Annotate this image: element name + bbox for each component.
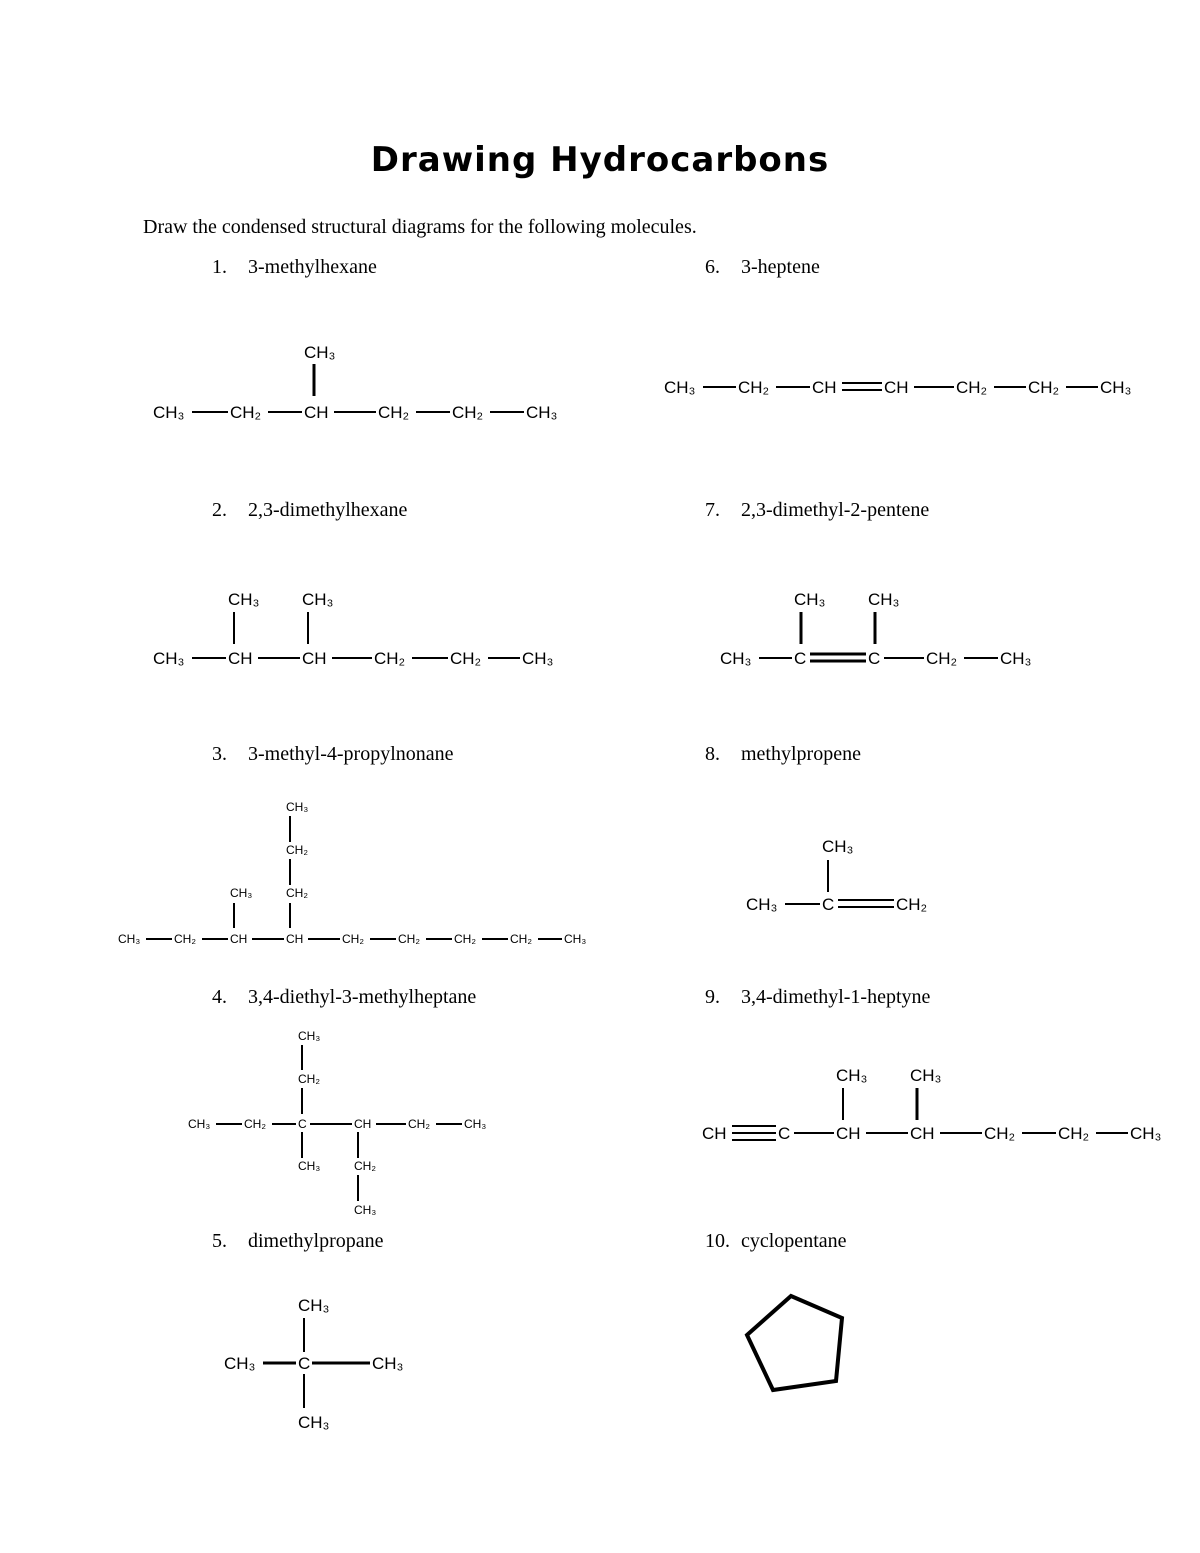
problem-number: 2. xyxy=(212,499,227,521)
group-label: CH₃ xyxy=(822,837,854,856)
group-label: CH₃ xyxy=(836,1066,868,1085)
group-label: CH₂ xyxy=(174,932,196,946)
group-label: CH₂ xyxy=(374,649,406,668)
group-label: CH xyxy=(286,932,304,946)
group-label: CH₃ xyxy=(228,590,260,609)
group-label: CH₃ xyxy=(746,895,778,914)
group-label: CH xyxy=(230,932,248,946)
problem-name: 2,3-dimethyl-2-pentene xyxy=(741,499,930,521)
group-label: CH₂ xyxy=(510,932,532,946)
group-label: CH₃ xyxy=(372,1354,404,1373)
group-label: CH₃ xyxy=(1130,1124,1162,1143)
group-label: CH₃ xyxy=(302,590,334,609)
structure-10 xyxy=(747,1296,842,1390)
group-label: C xyxy=(298,1117,307,1131)
group-label: CH xyxy=(304,403,329,422)
group-label: CH₃ xyxy=(664,378,696,397)
group-label: CH₂ xyxy=(408,1117,430,1131)
structure-3 xyxy=(118,800,586,946)
group-label: CH₃ xyxy=(522,649,554,668)
group-label: CH₃ xyxy=(720,649,752,668)
group-label: CH₂ xyxy=(286,843,308,857)
group-label: CH xyxy=(228,649,253,668)
group-label: CH₃ xyxy=(153,649,185,668)
problem-number: 10. xyxy=(705,1230,730,1252)
group-label: CH₃ xyxy=(354,1203,377,1217)
group-label: CH₂ xyxy=(230,403,262,422)
group-label: CH₂ xyxy=(342,932,364,946)
problem-name: 3-methylhexane xyxy=(248,256,377,278)
group-label: CH xyxy=(302,649,327,668)
problem-number: 5. xyxy=(212,1230,227,1252)
problem-number: 6. xyxy=(705,256,720,278)
group-label: C xyxy=(822,895,835,914)
group-label: CH₃ xyxy=(526,403,558,422)
group-label: CH₃ xyxy=(118,932,141,946)
group-label: CH xyxy=(812,378,837,397)
instructions: Draw the condensed structural diagrams for the following molecules. xyxy=(143,216,697,238)
group-label: CH₂ xyxy=(398,932,420,946)
group-label: CH₂ xyxy=(450,649,482,668)
group-label: CH₂ xyxy=(956,378,988,397)
group-label: CH₂ xyxy=(298,1072,320,1086)
group-label: C xyxy=(868,649,881,668)
group-label: CH₃ xyxy=(188,1117,211,1131)
group-label: CH₃ xyxy=(794,590,826,609)
group-label: CH₃ xyxy=(868,590,900,609)
group-label: C xyxy=(794,649,807,668)
problem-name: 3,4-dimethyl-1-heptyne xyxy=(741,986,931,1008)
group-label: CH₂ xyxy=(454,932,476,946)
structure-1 xyxy=(153,343,557,422)
group-label: CH₃ xyxy=(464,1117,487,1131)
group-label: CH₃ xyxy=(298,1296,330,1315)
group-label: CH₂ xyxy=(738,378,770,397)
group-label: CH₃ xyxy=(298,1159,321,1173)
problem-number: 9. xyxy=(705,986,720,1008)
group-label: CH₃ xyxy=(153,403,185,422)
group-label: CH₂ xyxy=(286,886,308,900)
group-label: CH₃ xyxy=(286,800,309,814)
group-label: CH₃ xyxy=(1000,649,1032,668)
group-label: CH xyxy=(354,1117,372,1131)
structure-7 xyxy=(720,590,1031,668)
structure-4 xyxy=(188,1029,486,1217)
problem-name: cyclopentane xyxy=(741,1230,847,1252)
structure-5 xyxy=(224,1296,403,1432)
problem-name: 3-methyl-4-propylnonane xyxy=(248,743,454,765)
group-label: CH xyxy=(884,378,909,397)
group-label: CH₂ xyxy=(1058,1124,1090,1143)
group-label: CH xyxy=(702,1124,727,1143)
problem-name: 3-heptene xyxy=(741,256,820,278)
group-label: CH₂ xyxy=(1028,378,1060,397)
problem-name: dimethylpropane xyxy=(248,1230,384,1252)
group-label: CH xyxy=(836,1124,861,1143)
group-label: CH₃ xyxy=(298,1413,330,1432)
page-title: Drawing Hydrocarbons xyxy=(370,140,830,180)
group-label: CH₂ xyxy=(896,895,928,914)
problem-name: 2,3-dimethylhexane xyxy=(248,499,408,521)
group-label: CH₂ xyxy=(244,1117,266,1131)
group-label: CH xyxy=(910,1124,935,1143)
problem-number: 1. xyxy=(212,256,227,278)
problem-number: 7. xyxy=(705,499,720,521)
group-label: CH₂ xyxy=(926,649,958,668)
group-label: CH₂ xyxy=(984,1124,1016,1143)
problem-number: 3. xyxy=(212,743,227,765)
group-label: CH₃ xyxy=(910,1066,942,1085)
structure-6 xyxy=(664,378,1131,397)
group-label: CH₃ xyxy=(224,1354,256,1373)
group-label: CH₃ xyxy=(1100,378,1132,397)
group-label: CH₂ xyxy=(378,403,410,422)
group-label: CH₂ xyxy=(354,1159,376,1173)
group-label: C xyxy=(778,1124,791,1143)
group-label: CH₂ xyxy=(452,403,484,422)
structure-2 xyxy=(153,590,553,668)
structure-8 xyxy=(746,837,927,914)
problem-number: 8. xyxy=(705,743,720,765)
group-label: CH₃ xyxy=(304,343,336,362)
group-label: C xyxy=(298,1354,311,1373)
problem-name: 3,4-diethyl-3-methylheptane xyxy=(248,986,477,1008)
group-label: CH₃ xyxy=(298,1029,321,1043)
problem-name: methylpropene xyxy=(741,743,861,765)
problem-number: 4. xyxy=(212,986,227,1008)
group-label: CH₃ xyxy=(564,932,587,946)
structure-9 xyxy=(702,1066,1161,1143)
group-label: CH₃ xyxy=(230,886,253,900)
